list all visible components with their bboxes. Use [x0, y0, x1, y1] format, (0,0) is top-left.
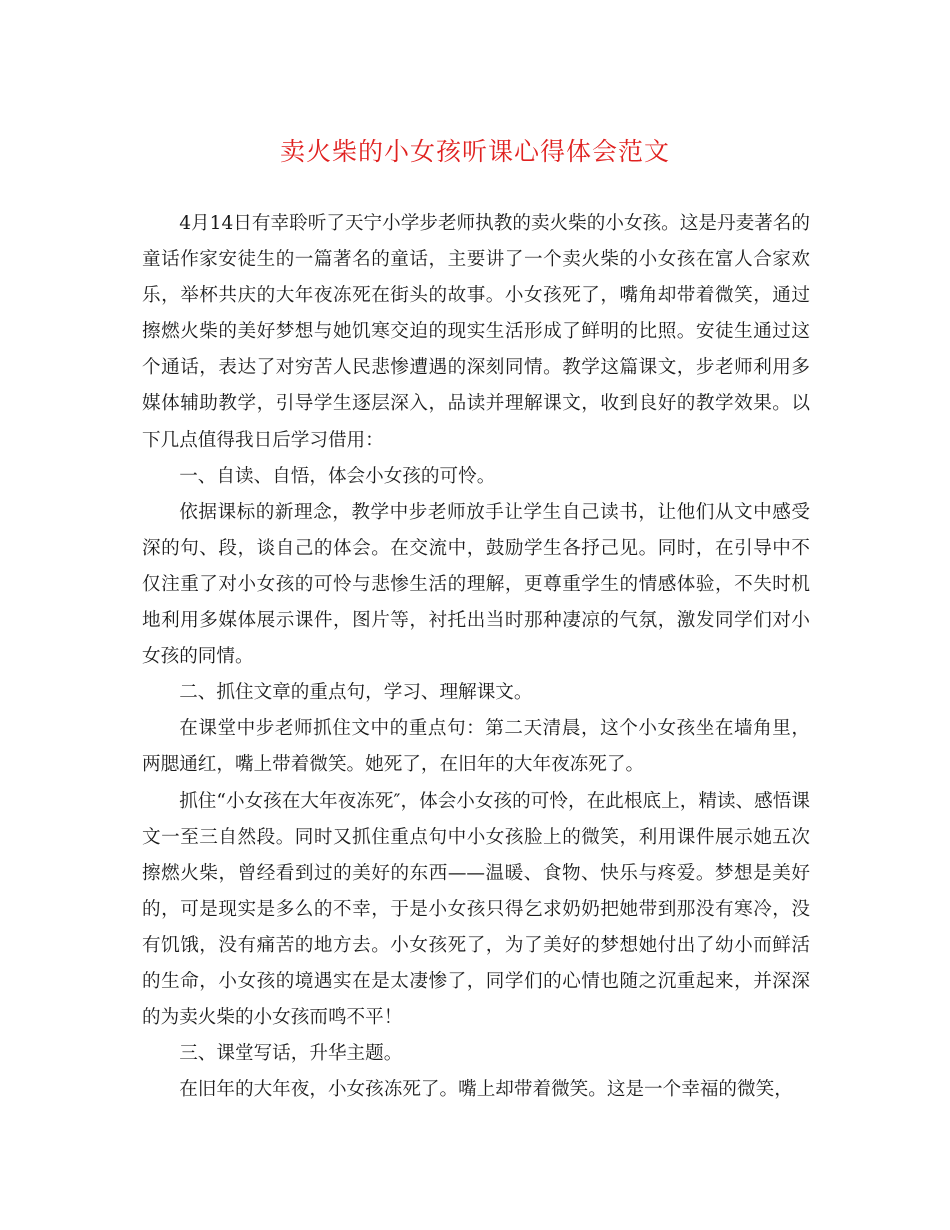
document-body	[142, 206, 810, 1108]
document-title: 卖火柴的小女孩听课心得体会范文	[279, 137, 670, 166]
section-heading-2: 二、抓住文章的重点句，学习、理解课文。	[179, 682, 533, 704]
section-heading-1: 一、自读、自悟，体会小女孩的可怜。	[179, 465, 496, 487]
paragraph-section-1: 依据课标的新理念，教学中步老师放手让学生自己读书，让他们从文中感受深的句、段，谈自己的体会。在交流中，鼓励学生各抒己见。同时，在引导中不仅注重了对小女孩的可怜与悲惨生活的理解，更尊重学生的情感体验，不失时机地利用多媒体展示课件，图片等，衬托出当时那种凄凉的气氛，激发同学们对小女孩的同情。	[142, 501, 810, 668]
paragraph-section-2: 抓住“小女孩在大年夜冻死″，体会小女孩的可怜，在此根底上，精读、感悟课文一至三自然段。同时又抓住重点句中小女孩脸上的微笑，利用课件展示她五次擦燃火柴，曾经看到过的美好的东西——温暖、食物、快乐与疼爱。梦想是美好的，可是现实是多么的不幸，于是小女孩只得乞求奶奶把她带到那没有寒冷，没有饥饿，没有痛苦的地方去。小女孩死了，为了美好的梦想她付出了幼小而鲜活的生命，小女孩的境遇实在是太凄惨了，同学们的心情也随之沉重起来，并深深的为卖火柴的小女孩而鸣不平！	[142, 790, 810, 1029]
paragraph-intro: 4月14日有幸聆听了天宁小学步老师执教的卖火柴的小女孩。这是丹麦著名的童话作家安徒生的一篇著名的童话，主要讲了一个卖火柴的小女孩在富人合家欢乐，举杯共庆的大年夜冻死在街头的故事。小女孩死了，嘴角却带着微笑，通过擦燃火柴的美好梦想与她饥寒交迫的现实生活形成了鲜明的比照。安徒生通过这个通话，表达了对穷苦人民悲惨遭遇的深刻同情。教学这篇课文，步老师利用多媒体辅助教学，引导学生逐层深入，品读并理解课文，收到良好的教学效果。以下几点值得我日后学习借用：	[142, 213, 810, 451]
paragraph-section-3: 在旧年的大年夜，小女孩冻死了。嘴上却带着微笑。这是一个幸福的微笑，	[179, 1079, 793, 1101]
paragraph-key-sentence: 在课堂中步老师抓住文中的重点句：第二天清晨，这个小女孩坐在墙角里，两腮通红，嘴上带着微笑。她死了，在旧年的大年夜冻死了。	[142, 718, 810, 776]
section-heading-3: 三、课堂写话，升华主题。	[179, 1043, 403, 1065]
